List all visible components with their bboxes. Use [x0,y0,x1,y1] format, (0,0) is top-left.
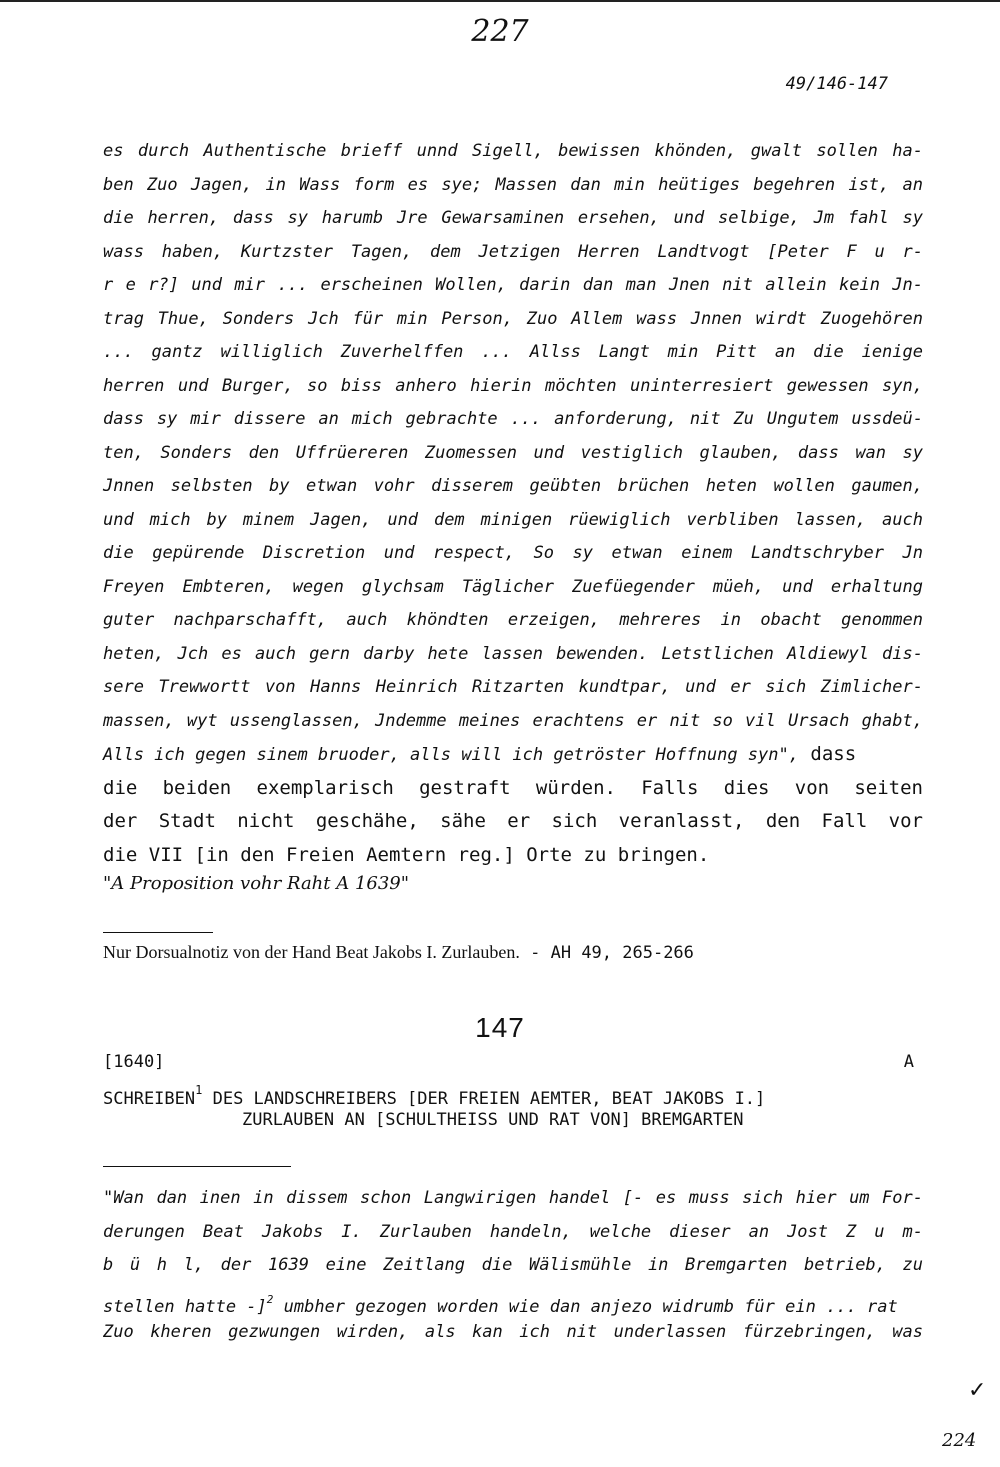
source-note-reference: - AH 49, 265-266 [519,943,694,963]
checkmark-icon: ✓ [968,1378,987,1403]
section-rule [103,1166,291,1167]
text-line: herren und Burger, so biss anhero hierin möchten uninterresiert gewessen syn, [103,375,923,396]
text-line [103,1283,923,1317]
transcription-body [103,135,923,872]
handwritten-corner-number: 224 [942,1430,977,1451]
text-line: ... gantz williglich Zuverhelffen ... Allss Langt min Pitt an die ienige [103,342,923,362]
line-part: stellen hatte -] [103,1296,267,1317]
document-date: [1640] [103,1052,165,1072]
summary-start: dass [798,743,857,765]
letter-body [103,1182,923,1350]
text-line: trag Thue, Sonders Jch für min Person, Zuo Allem wass Jnnen wirdt Zuogehören [103,308,923,329]
summary-line: der Stadt nicht geschähe, sähe er sich veranlasst, den Fall vor [103,810,923,832]
document-number: 147 [475,1012,525,1043]
quote-end-italic: Alls ich gegen sinem bruoder, alls will ich getröster Hoffnung syn", [103,745,799,765]
text-line: derungen Beat Jakobs I. Zurlauben handeln, welche dieser an Jost Z u m- [103,1221,923,1242]
source-note-text: Nur Dorsualnotiz von der Hand Beat Jakobs I. Zurlauben. [103,942,520,962]
source-note [103,942,694,963]
footnote-mark: 1 [195,1083,203,1097]
text-line: und mich by minem Jagen, und dem minigen rüewiglich verbliben lassen, auch [103,509,923,530]
document-type-letter: A [903,1052,914,1072]
handwritten-folio-number: 227 [471,14,529,49]
archive-reference: 49/146-147 [785,74,888,94]
text-line: Freyen Embteren, wegen glychsam Täglicher Zuefüegender müeh, und erhaltung [103,576,923,597]
top-border [0,0,1000,2]
text-line: dass sy mir dissere an mich gebrachte ... anforderung, nit Zu Ungutem ussdeü- [103,409,923,429]
text-line-mixed [103,738,923,772]
text-line: "Wan dan inen in dissem schon Langwirigen handel [- es muss sich hier um For- [103,1188,923,1208]
text-line: wass haben, Kurtzster Tagen, dem Jetzigen Herren Landtvogt [Peter F u r- [103,241,923,262]
text-line: es durch Authentische brieff unnd Sigell, bewissen khönden, gwalt sollen ha- [103,141,923,161]
text-line: massen, wyt ussenglassen, Jndemme meines erachtens er nit so vil Ursach ghabt, [103,710,923,731]
document-title-line1 [103,1083,765,1109]
footnote-mark: 2 [266,1292,274,1306]
summary-line: die beiden exemplarisch gestraft würden. Falls dies von seiten [103,776,923,799]
text-line: b ü h l, der 1639 eine Zeitlang die Wälismühle in Bremgarten betrieb, zu [103,1255,923,1275]
text-line: die gepürende Discretion und respect, So sy etwan einem Landtschryber Jn [103,543,923,563]
text-line: die herren, dass sy harumb Jre Gewarsaminen ersehen, und selbige, Jm fahl sy [103,208,923,228]
text-line: guter nachparschafft, auch khöndten erzeigen, mehreres in obacht genommen [103,610,923,630]
text-line: r e r?] und mir ... erscheinen Wollen, darin dan man Jnen nit allein kein Jn- [103,275,923,295]
text-line: heten, Jch es auch gern darby hete lassen bewenden. Letstlichen Aldiewyl dis- [103,643,923,664]
handwritten-dorsal-note: "A Proposition vohr Raht A 1639" [103,873,410,894]
footnote-rule [103,932,213,933]
text-line: ten, Sonders den Uffrüereren Zuomessen und vestiglich glauben, dass wan sy [103,442,923,463]
text-line: sere Trewwortt von Hanns Heinrich Ritzarten kundtpar, und er sich Zimlicher- [103,677,923,697]
text-line: Zuo kheren gezwungen wirden, als kan ich nit underlassen fürzebringen, was [103,1322,923,1342]
text-line: Jnnen selbsten by etwan vohr disserem geübten brüchen heten wollen gaumen, [103,476,923,496]
summary-line: die VII [in den Freien Aemtern reg.] Orte zu bringen. [103,843,710,866]
line-part: umbher gezogen worden wie dan anjezo widrumb für ein ... rat [273,1296,898,1317]
text-line: ben Zuo Jagen, in Wass form es sye; Massen dan min heütiges begehren ist, an [103,174,923,195]
title-rest: DES LANDSCHREIBERS [DER FREIEN AEMTER, BEAT JAKOBS I.] [202,1089,766,1109]
document-title-line2: ZURLAUBEN AN [SCHULTHEISS UND RAT VON] BREMGARTEN [242,1110,744,1130]
title-word: SCHREIBEN [103,1089,196,1109]
